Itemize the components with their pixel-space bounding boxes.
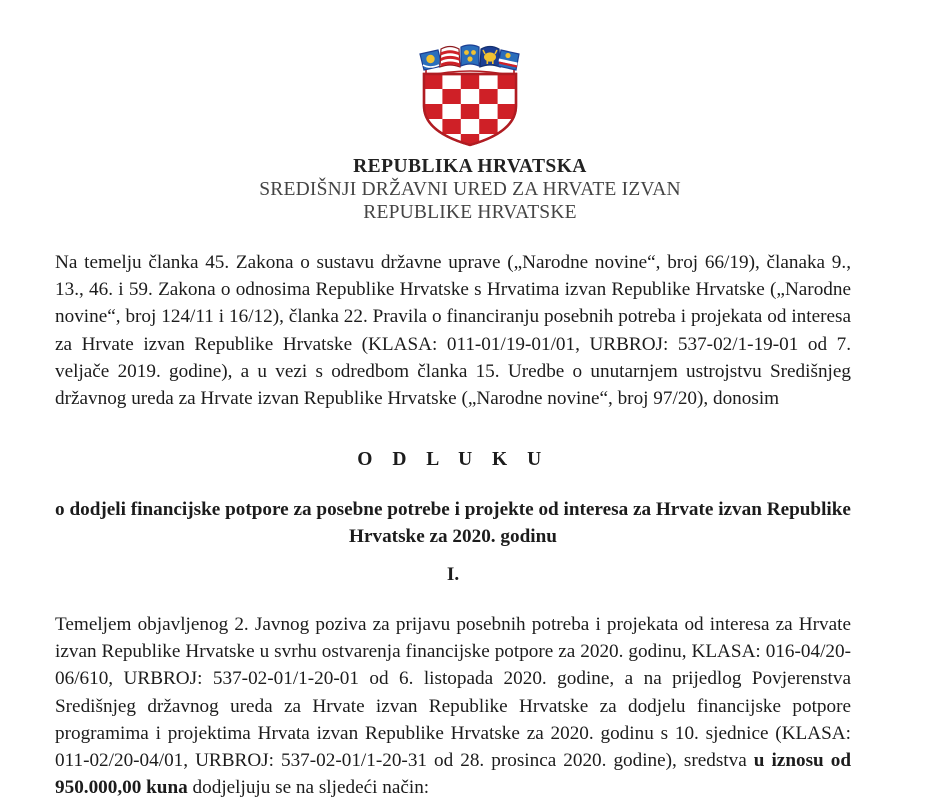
croatian-coat-of-arms-icon (410, 44, 530, 148)
decision-subtitle: o dodjeli financijske potpore za posebne potrebe i projekte od interesa za Hrvate izvan Republike Hrvatske za 2020. godinu (55, 499, 851, 547)
decision-heading: O D L U K U (357, 449, 549, 470)
section-text-part-2: dodjeljuju se na sljedeći način: (187, 777, 430, 799)
coat-of-arms-container (0, 44, 940, 148)
section-numeral: I. (446, 564, 460, 585)
organisation-header (0, 155, 940, 224)
crown-shield-goat-icon (480, 47, 500, 68)
awarded-amount: u iznosu od 950.000,00 kuna (55, 750, 852, 799)
section-text-part-1: Temeljem objavljenog 2. Javnog poziva za prijavu posebnih potreba i projekata od interesa za Hrvate izvan Republike Hrvatske u svrhu ostvarenja financijske potpore za 2020. godinu, KLASA: 016-04/20-06/610, URBROJ: 537-02-01/1-20-01 od 6. listopada 2020. godine, a na prijedlog Povjerenstva Središnjeg državnog ureda za Hrvate izvan Republike Hrvatske za dodjelu financijske potpore programima i projektima Hrvata izvan Republike Hrvatske za 2020. godinu s 10. sjednice (KLASA: 011-02/20-04/01, URBROJ: 537-02-01/1-20-31 od 28. prosinca 2020. godine), sredstva (55, 614, 851, 772)
office-title-line-2: REPUBLIKE HRVATSKE (363, 202, 577, 223)
crown-shield-stripes-icon (440, 47, 460, 68)
crown-shield-leopard-heads-icon (461, 45, 479, 66)
crown-shield-star-icon (420, 50, 442, 70)
checkerboard-pattern (424, 74, 516, 148)
republic-title: REPUBLIKA HRVATSKA (353, 156, 587, 177)
crown-shield-marten-icon (498, 50, 519, 70)
section-one-paragraph (55, 611, 851, 801)
office-title-line-1: SREDIŠNJI DRŽAVNI URED ZA HRVATE IZVAN (259, 179, 681, 200)
preamble-paragraph: Na temelju članka 45. Zakona o sustavu državne uprave („Narodne novine“, broj 66/19), članaka 9., 13., 46. i 59. Zakona o odnosima Republike Hrvatske s Hrvatima izvan Republike Hrvatske („Narodne novine“, broj 124/11 i 16/12), članka 22. Pravila o financiranju posebnih potreba i projekata od interesa za Hrvate izvan Republike Hrvatske (KLASA: 011-01/19-01/01, URBROJ: 537-02/1-19-01 od 7. veljače 2019. godine), a u vezi s odredbom članka 15. Uredbe o unutarnjem ustrojstvu Središnjeg državnog ureda za Hrvate izvan Republike Hrvatske („Narodne novine“, broj 97/20), donosim (55, 252, 851, 410)
